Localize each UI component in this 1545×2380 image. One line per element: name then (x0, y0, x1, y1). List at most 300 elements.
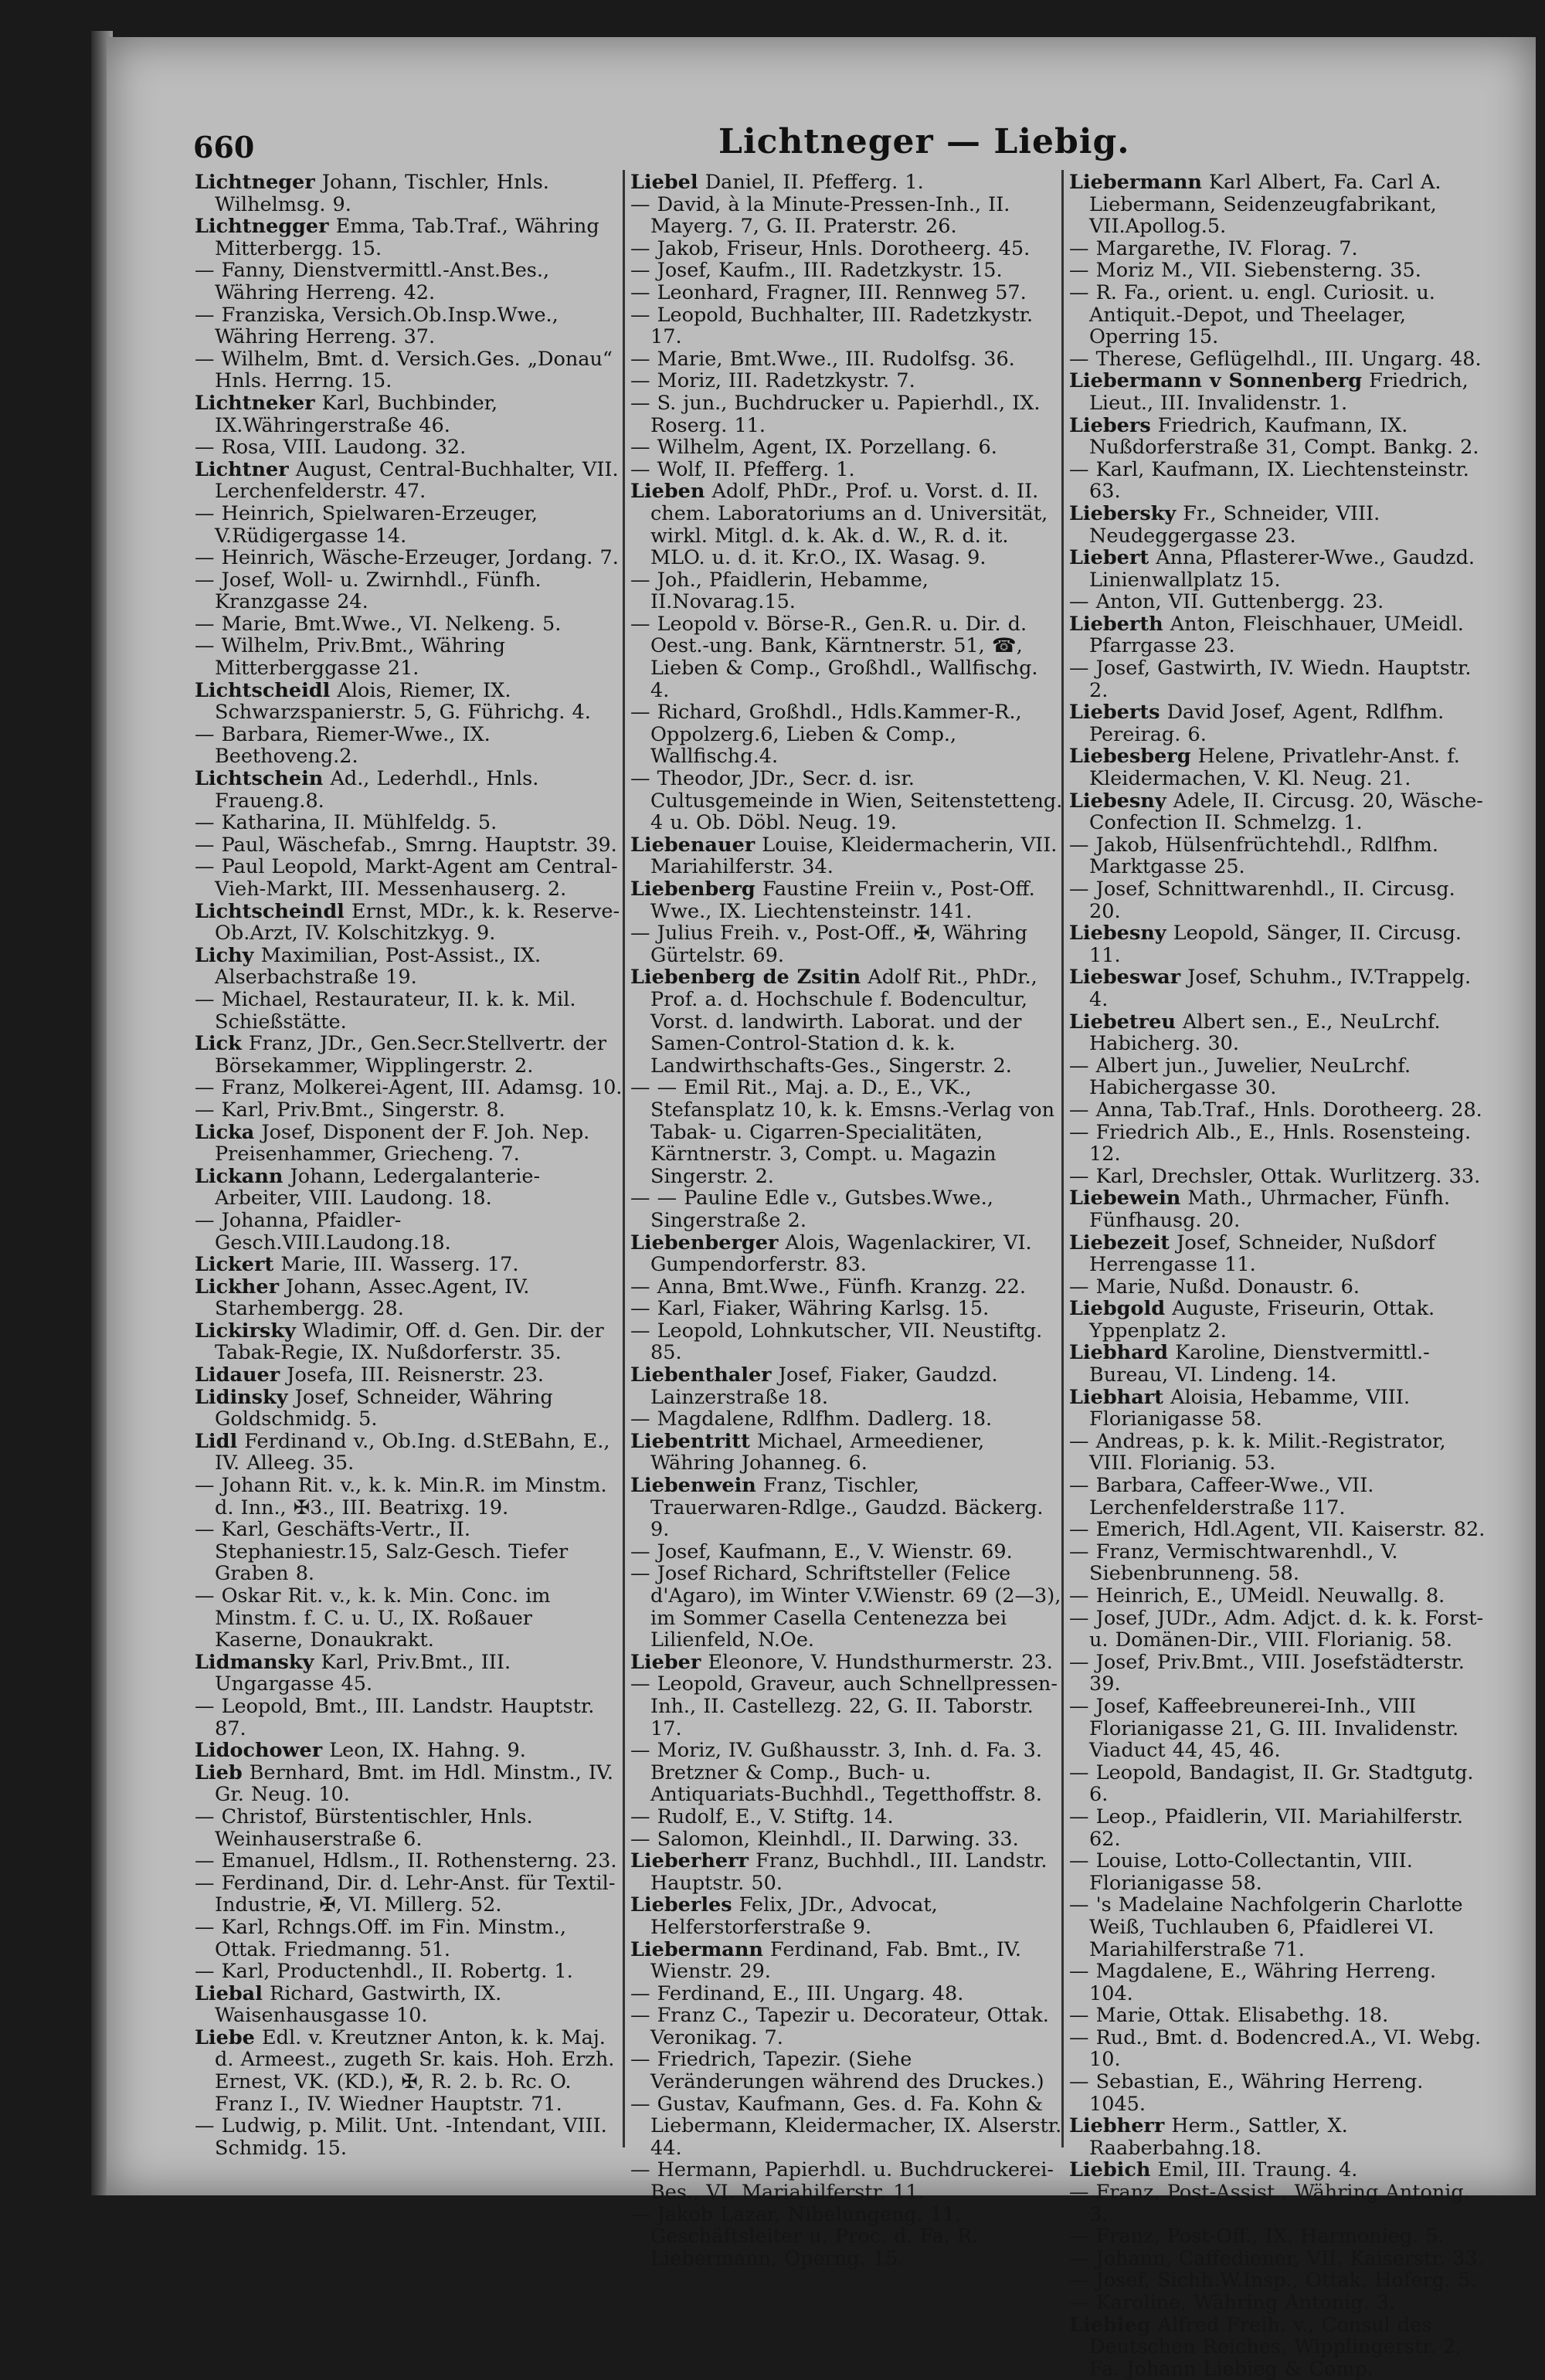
entry-details: — Leopold v. Börse-R., Gen.R. u. Dir. d. Oest.-ung. Bank, Kärntnerstr. 51, ☎, Lieben & Comp., Großhdl., Wallfischg. 4. (630, 613, 1038, 702)
entry-details: — Richard, Großhdl., Hdls.Kammer-R., Oppolzerg.6, Lieben & Comp., Wallfischg.4. (630, 701, 1022, 769)
entry-details: — Johann, Caffediener, VII. Kaiserstr. 33. (1069, 2247, 1484, 2270)
entry-details: Helene, Privatlehr-Anst. f. Kleidermachen, V. Kl. Neug. 21. (1089, 745, 1460, 790)
entry-surname: Liebenauer (630, 834, 756, 857)
directory-entry (630, 1408, 1063, 1431)
page-number: 660 (193, 130, 255, 165)
directory-entry (1069, 348, 1486, 371)
entry-details: Edl. v. Kreutzner Anton, k. k. Maj. d. Armeest., zugeth Sr. kais. Hoh. Erzh. Ernest, VK. (KD.), ✠, R. 2. b. Rc. O. Franz I., IV. Wiedner Hauptstr. 71. (215, 2026, 615, 2116)
entry-details: — Josef, Kaufmann, E., V. Wienstr. 69. (630, 1540, 1013, 1563)
directory-entry (195, 1254, 627, 1276)
entry-details: Felix, JDr., Advocat, Helferstorferstraße 9. (650, 1894, 938, 1939)
directory-entry (630, 1320, 1063, 1364)
entry-details: — Julius Freih. v., Post-Off., ✠, Währing Gürtelstr. 69. (630, 922, 1027, 967)
directory-entry (195, 171, 627, 216)
directory-entry (1069, 1298, 1486, 1342)
directory-entry (195, 547, 627, 569)
entry-details: — Margarethe, IV. Florag. 7. (1069, 237, 1358, 260)
directory-entry (1069, 1762, 1486, 1806)
entry-details: — Johanna, Pfaidler-Gesch.VIII.Laudong.18. (195, 1209, 451, 1255)
directory-entry (1069, 1608, 1486, 1652)
entry-surname: Liebenberg (630, 878, 756, 901)
directory-entry (195, 1210, 627, 1254)
entry-details: — Gustav, Kaufmann, Ges. d. Fa. Kohn & Liebermann, Kleidermacher, IX. Alserstr. 44. (630, 2093, 1062, 2160)
entry-details: Wladimir, Off. d. Gen. Dir. der Tabak-Regie, IX. Nußdorferstr. 35. (215, 1319, 604, 1365)
entry-details: — Sebastian, E., Währing Herreng. 1045. (1069, 2071, 1424, 2116)
entry-details: — Josef, Priv.Bmt., VIII. Josefstädterstr. 39. (1069, 1651, 1465, 1696)
entry-surname: Lieber (630, 1651, 701, 1674)
entry-details: — Marie, Bmt.Wwe., III. Rudolfsg. 36. (630, 348, 1015, 371)
directory-column-1 (195, 171, 627, 2159)
entry-details: Friedrich, Lieut., III. Invalidenstr. 1. (1089, 370, 1469, 415)
entry-details: Auguste, Friseurin, Ottak. Yppenplatz 2. (1089, 1298, 1435, 1343)
directory-entry (1069, 171, 1486, 238)
directory-entry (630, 238, 1063, 260)
directory-entry (1069, 2071, 1486, 2115)
directory-entry (630, 2049, 1063, 2093)
entry-surname: Lieberth (1069, 613, 1163, 636)
entry-details: — Andreas, p. k. k. Milit.-Registrator, VIII. Florianig. 53. (1069, 1430, 1446, 1475)
entry-details: Richard, Gastwirth, IX. Waisenhausgasse 10. (215, 1982, 502, 2027)
directory-entry (1069, 657, 1486, 701)
entry-surname: Liebersky (1069, 502, 1177, 525)
directory-entry (1069, 260, 1486, 282)
entry-details: — Christof, Bürstentischler, Hnls. Weinhauserstraße 6. (195, 1805, 533, 1851)
entry-details: — 's Madelaine Nachfolgerin Charlotte Weiß, Tuchlauben 6, Pfaidlerei VI. Mariahilferstraße 71. (1069, 1894, 1463, 1961)
entry-details: — Barbara, Riemer-Wwe., IX. Beethoveng.2. (195, 723, 491, 769)
entry-details: Leopold, Sänger, II. Circusg. 11. (1089, 922, 1462, 967)
directory-column-3 (1069, 171, 1486, 2380)
directory-entry (630, 1740, 1063, 1806)
directory-entry (1069, 1387, 1486, 1431)
directory-entry (1069, 370, 1486, 414)
directory-entry (1069, 966, 1486, 1010)
entry-surname: Liebesny (1069, 789, 1166, 813)
entry-surname: Liebel (630, 171, 698, 194)
directory-entry (630, 2204, 1063, 2270)
entry-details: — Karl, Geschäfts-Vertr., II. Stephaniestr.15, Salz-Gesch. Tiefer Graben 8. (195, 1519, 569, 1585)
entry-surname: Lieb (195, 1761, 243, 1784)
entry-details: — Ferdinand, E., III. Ungarg. 48. (630, 1982, 964, 2005)
entry-details: — Emerich, Hdl.Agent, VII. Kaiserstr. 82. (1069, 1519, 1486, 1541)
entry-details: — Magdalene, Rdlfhm. Dadlerg. 18. (630, 1408, 993, 1431)
directory-entry (1069, 459, 1486, 503)
entry-surname: Lichtscheidl (195, 679, 331, 702)
directory-entry (630, 436, 1063, 459)
entry-surname: Liebenwein (630, 1475, 756, 1498)
directory-entry (1069, 1099, 1486, 1122)
entry-details: — Leopold, Buchhalter, III. Radetzkystr. 17. (630, 304, 1034, 348)
directory-entry (630, 1187, 1063, 1231)
directory-entry (195, 1320, 627, 1364)
entry-details: Albert sen., E., NeuLrchf. Habicherg. 30. (1089, 1010, 1441, 1055)
directory-entry (195, 1740, 627, 1762)
entry-details: Adele, II. Circusg. 20, Wäsche-Confection II. Schmelzg. 1. (1089, 789, 1483, 834)
entry-details: — Rud., Bmt. d. Bodencred.A., VI. Webg. 10. (1069, 2026, 1482, 2072)
entry-details: Karl Albert, Fa. Carl A. Liebermann, Seidenzeugfabrikant, VII.Apollog.5. (1089, 171, 1441, 238)
entry-details: Math., Uhrmacher, Fünfh. Fünfhausg. 20. (1089, 1187, 1451, 1232)
entry-details: — David, à la Minute-Pressen-Inh., II. Mayerg. 7, G. II. Praterstr. 26. (630, 193, 1010, 238)
directory-entry (1069, 1232, 1486, 1276)
entry-details: — Leopold, Bmt., III. Landstr. Hauptstr. 87. (195, 1695, 595, 1740)
directory-entry (1069, 1431, 1486, 1475)
directory-entry (1069, 2292, 1486, 2314)
entry-details: Friedrich, Kaufmann, IX. Nußdorferstraße 31, Compt. Bankg. 2. (1089, 414, 1479, 459)
entry-surname: Lichtneker (195, 392, 315, 415)
entry-surname: Lichy (195, 944, 254, 967)
directory-entry (1069, 1187, 1486, 1231)
entry-details: — Moriz, IV. Gußhausstr. 3, Inh. d. Fa. 3. Bretzner & Comp., Buch- u. Antiquariats-Buchhdl., Tegetthoffstr. 8. (630, 1740, 1043, 1806)
directory-entry (1069, 415, 1486, 459)
directory-entry (1069, 591, 1486, 613)
entry-details: — Karoline, Währing Antonig. 3. (1069, 2292, 1396, 2314)
directory-entry (1069, 503, 1486, 547)
entry-surname: Lichtner (195, 458, 289, 481)
entry-details: — Salomon, Kleinhdl., II. Darwing. 33. (630, 1828, 1019, 1851)
directory-entry (1069, 745, 1486, 789)
directory-entry (1069, 1519, 1486, 1541)
directory-entry (630, 1983, 1063, 2005)
directory-entry (1069, 1806, 1486, 1850)
directory-entry (195, 1099, 627, 1122)
entry-details: — Josef, Kaufm., III. Radetzkystr. 15. (630, 260, 1003, 282)
entry-details: — Marie, Nußd. Donaustr. 6. (1069, 1275, 1360, 1299)
directory-entry (195, 304, 627, 348)
entry-surname: Lichtscheindl (195, 900, 345, 923)
directory-entry (1069, 1276, 1486, 1299)
directory-entry (630, 1894, 1063, 1938)
entry-details: Emil, III. Traung. 4. (1150, 2159, 1358, 2182)
entry-details: — Ludwig, p. Milit. Unt. -Intendant, VIII. Schmidg. 15. (195, 2115, 607, 2160)
directory-entry (1069, 2181, 1486, 2226)
entry-details: Adolf, PhDr., Prof. u. Vorst. d. II. chem. Laboratoriums an d. Universität, wirkl. Mitgl. d. k. Ak. d. W., R. d. it. MLO. u. d. it. Kr.O., IX. Wasag. 9. (650, 480, 1048, 569)
directory-entry (195, 1585, 627, 1652)
entry-details: — Karl, Fiaker, Währing Karlsg. 15. (630, 1298, 990, 1320)
entry-details: — Heinrich, E., UMeidl. Neuwallg. 8. (1069, 1585, 1445, 1608)
directory-entry (195, 1961, 627, 1983)
directory-entry (195, 348, 627, 392)
directory-entry (630, 459, 1063, 481)
entry-details: Alois, Wagenlackirer, VI. Gumpendorferstr. 83. (650, 1231, 1032, 1276)
entry-surname: Liebermann (630, 1938, 763, 1961)
entry-details: — Jakob, Friseur, Hnls. Dorotheerg. 45. (630, 237, 1031, 260)
entry-surname: Liebhart (1069, 1386, 1163, 1409)
directory-entry (1069, 238, 1486, 260)
entry-details: — Karl, Productenhdl., II. Robertg. 1. (195, 1961, 573, 1983)
directory-entry (1069, 282, 1486, 348)
directory-entry (630, 171, 1063, 194)
entry-details: Maximilian, Post-Assist., IX. Alserbachstraße 19. (215, 944, 542, 989)
directory-entry (195, 635, 627, 679)
entry-surname: Liebhard (1069, 1342, 1168, 1365)
directory-entry (195, 2027, 627, 2115)
directory-entry (630, 1276, 1063, 1299)
entry-details: — Paul Leopold, Markt-Agent am Central-Vieh-Markt, III. Messenhauserg. 2. (195, 856, 618, 901)
entry-details: — Josef, Kaffeebreunerei-Inh., VIII Florianigasse 21, G. III. Invalidenstr. Viaduct 44, 45, 46. (1069, 1695, 1459, 1762)
directory-entry (195, 1387, 627, 1431)
entry-surname: Lick (195, 1033, 242, 1056)
entry-surname: Lidauer (195, 1364, 280, 1387)
entry-surname: Lickert (195, 1254, 274, 1276)
directory-entry (195, 945, 627, 989)
entry-details: Michael, Armeediener, Währing Johanneg. 6. (650, 1430, 985, 1475)
directory-entry (195, 1850, 627, 1872)
entry-surname: Liebenthaler (630, 1364, 772, 1387)
directory-entry (630, 1563, 1063, 1651)
directory-entry (1069, 1055, 1486, 1099)
entry-details: Ernst, MDr., k. k. Reserve-Ob.Arzt, IV. Kolschitzkyg. 9. (215, 900, 620, 945)
directory-entry (1069, 790, 1486, 834)
entry-surname: Lichtnegger (195, 216, 329, 239)
entry-details: Johann, Assec.Agent, IV. Starhembergg. 28. (215, 1275, 530, 1320)
entry-details: Bernhard, Bmt. im Hdl. Minstm., IV. Gr. Neug. 10. (215, 1761, 613, 1806)
entry-surname: Liebieg (1069, 2314, 1151, 2337)
entry-details: — Josef, Woll- u. Zwirnhdl., Fünfh. Kranzgasse 24. (195, 569, 542, 613)
directory-entry (1069, 1541, 1486, 1585)
directory-entry (1069, 1894, 1486, 1961)
directory-entry (1069, 2248, 1486, 2270)
entry-surname: Liebewein (1069, 1187, 1181, 1210)
entry-surname: Liebeswar (1069, 966, 1181, 990)
entry-details: — Paul, Wäschefab., Smrng. Hauptstr. 39. (195, 834, 617, 857)
entry-details: Daniel, II. Pfefferg. 1. (698, 171, 924, 194)
directory-entry (630, 768, 1063, 834)
entry-surname: Lichtschein (195, 768, 324, 791)
directory-entry (630, 1673, 1063, 1740)
entry-details: — Karl, Drechsler, Ottak. Wurlitzerg. 33. (1069, 1165, 1481, 1188)
directory-entry (195, 1872, 627, 1917)
directory-entry (195, 459, 627, 503)
entry-surname: Liebetreu (1069, 1010, 1176, 1034)
directory-entry (1069, 2314, 1486, 2380)
entry-surname: Lichtneger (195, 171, 315, 194)
directory-entry (630, 480, 1063, 569)
entry-details: Alfred Freih. v., Consul des Deutschen Reiches, Wipplingerstr. 2, Fa. Johann Liebieg & Comp. (1089, 2314, 1462, 2380)
directory-entry (195, 569, 627, 613)
directory-entry (195, 1652, 627, 1696)
entry-details: — Franziska, Versich.Ob.Insp.Wwe., Währing Herreng. 37. (195, 304, 559, 348)
entry-surname: Lieberles (630, 1894, 732, 1917)
directory-entry (630, 1364, 1063, 1408)
directory-entry (195, 1917, 627, 1961)
entry-details: — Wilhelm, Bmt. d. Versich.Ges. „Donau“ Hnls. Herrng. 15. (195, 348, 613, 392)
entry-details: Anna, Pflasterer-Wwe., Gaudzd. Linienwallplatz 15. (1089, 547, 1475, 592)
entry-details: Karoline, Dienstvermittl.-Bureau, VI. Lindeng. 14. (1089, 1342, 1430, 1387)
entry-surname: Lickirsky (195, 1319, 296, 1343)
entry-surname: Lidl (195, 1430, 238, 1453)
entry-details: — Karl, Priv.Bmt., Singerstr. 8. (195, 1098, 505, 1122)
directory-entry (195, 216, 627, 260)
entry-details: — Franz, Vermischtwarenhdl., V. Siebenbrunneng. 58. (1069, 1540, 1398, 1585)
entry-details: — Joh., Pfaidlerin, Hebamme, II.Novarag.15. (630, 569, 929, 613)
directory-entry (195, 613, 627, 636)
entry-details: Franz, Buchhdl., III. Landstr. Hauptstr. 50. (650, 1850, 1048, 1895)
entry-details: Josef, Schneider, Währing Goldschmidg. 5. (215, 1386, 553, 1431)
entry-details: — Franz, Molkerei-Agent, III. Adamsg. 10. (195, 1077, 623, 1099)
entry-details: Ad., Lederhdl., Hnls. Fraueng.8. (215, 768, 539, 813)
entry-details: — Leopold, Bandagist, II. Gr. Stadtgutg. 6. (1069, 1761, 1474, 1806)
entry-details: — Michael, Restaurateur, II. k. k. Mil. Schießstätte. (195, 988, 576, 1034)
directory-entry (630, 1232, 1063, 1276)
entry-surname: Lidochower (195, 1740, 323, 1762)
directory-entry (1069, 1850, 1486, 1894)
directory-entry (195, 1431, 627, 1475)
directory-entry (195, 812, 627, 834)
directory-entry (1069, 1166, 1486, 1188)
directory-entry (195, 260, 627, 304)
directory-entry (195, 1475, 627, 1519)
directory-entry (195, 1696, 627, 1740)
directory-entry (1069, 1585, 1486, 1608)
entry-details: Marie, III. Wasserg. 17. (273, 1254, 519, 1276)
entry-details: — Wilhelm, Agent, IX. Porzellang. 6. (630, 436, 997, 459)
entry-details: — Josef, Gastwirth, IV. Wiedn. Hauptstr. 2. (1069, 657, 1472, 702)
directory-entry (1069, 701, 1486, 745)
directory-entry (630, 348, 1063, 371)
directory-entry (195, 1364, 627, 1387)
entry-details: — Josef, Sichh.W.Insp., Ottak. Hoferg. 5. (1069, 2270, 1477, 2292)
directory-entry (195, 1983, 627, 2027)
directory-entry (630, 613, 1063, 701)
entry-surname: Lieben (630, 480, 705, 504)
directory-entry (1069, 2115, 1486, 2159)
entry-details: — Louise, Lotto-Collectantin, VIII. Florianigasse 58. (1069, 1850, 1413, 1895)
entry-details: Emma, Tab.Traf., Währing Mitterbergg. 15. (215, 216, 599, 260)
entry-details: — Franz, Post-Assist., Währing Antonig. 3. (1069, 2181, 1470, 2226)
entry-surname: Liebesny (1069, 922, 1166, 946)
entry-details: — Rudolf, E., V. Stiftg. 14. (630, 1805, 894, 1828)
directory-entry (195, 856, 627, 900)
entry-surname: Lieberherr (630, 1850, 749, 1873)
entry-details: — Wolf, II. Pfefferg. 1. (630, 458, 855, 481)
entry-details: Josef, Schuhm., IV.Trappelg. 4. (1089, 966, 1472, 1011)
entry-details: Alois, Riemer, IX. Schwarzspanierstr. 5, G. Führichg. 4. (215, 679, 591, 724)
directory-entry (1069, 1122, 1486, 1166)
directory-entry (630, 2093, 1063, 2160)
directory-entry (630, 1298, 1063, 1320)
entry-details: — Josef, JUDr., Adm. Adjct. d. k. k. Forst- u. Domänen-Dir., VIII. Florianig. 58. (1069, 1607, 1484, 1652)
entry-details: — Katharina, II. Mühlfeldg. 5. (195, 812, 497, 834)
entry-details: Leon, IX. Hahng. 9. (322, 1740, 526, 1762)
entry-details: — Franz C., Tapezir u. Decorateur, Ottak. Veronikag. 7. (630, 2005, 1049, 2049)
entry-details: — Leopold, Graveur, auch Schnellpressen-Inh., II. Castellezg. 22, G. II. Taborstr. 17. (630, 1673, 1058, 1740)
directory-entry (195, 1806, 627, 1850)
running-head: Lichtneger — Liebig. (718, 122, 1130, 161)
entry-details: Fr., Schneider, VIII. Neudeggergasse 23. (1089, 502, 1380, 548)
entry-details: — Heinrich, Spielwaren-Erzeuger, V.Rüdigergasse 14. (195, 502, 538, 548)
entry-details: — Ferdinand, Dir. d. Lehr-Anst. für Textil-Industrie, ✠, VI. Millerg. 52. (195, 1872, 616, 1917)
directory-entry (1069, 613, 1486, 657)
entry-details: — Moriz, III. Radetzkystr. 7. (630, 370, 915, 392)
directory-entry (630, 2005, 1063, 2049)
entry-details: — R. Fa., orient. u. engl. Curiosit. u. Antiquit.-Depot, und Theelager, Operring 15. (1069, 281, 1435, 348)
directory-entry (630, 370, 1063, 392)
directory-entry (1069, 2027, 1486, 2071)
directory-entry (630, 966, 1063, 1077)
entry-details: — Leop., Pfaidlerin, VII. Mariahilferstr. 62. (1069, 1805, 1464, 1851)
entry-details: Josef, Schneider, Nußdorf Herrengasse 11. (1089, 1231, 1435, 1276)
directory-entry (195, 1033, 627, 1077)
directory-entry (195, 503, 627, 547)
entry-details: — Josef Richard, Schriftsteller (Felice d'Agaro), im Winter V.Wienstr. 69 (2—3), im Sommer Casella Centenezza bei Lilienfeld, N.Oe. (630, 1563, 1061, 1652)
directory-entry (630, 1541, 1063, 1563)
directory-entry (630, 392, 1063, 436)
directory-entry (195, 1519, 627, 1585)
entry-details: — Jakob, Hülsenfrüchtehdl., Rdlfhm. Marktgasse 25. (1069, 834, 1438, 878)
entry-details: — S. jun., Buchdrucker u. Papierhdl., IX. Roserg. 11. (630, 392, 1041, 437)
entry-surname: Liebe (195, 2026, 255, 2049)
entry-details: Anton, Fleischhauer, UMeidl. Pfarrgasse 23. (1089, 613, 1464, 658)
directory-entry (195, 2115, 627, 2159)
directory-entry (1069, 2005, 1486, 2027)
entry-surname: Liebgold (1069, 1298, 1166, 1321)
entry-surname: Liebezeit (1069, 1231, 1170, 1255)
entry-details: — Theodor, JDr., Secr. d. isr. Cultusgemeinde in Wien, Seitenstetteng. 4 u. Ob. Döbl. Neug. 19. (630, 768, 1063, 834)
entry-details: Herm., Sattler, X. Raaberbahng.18. (1089, 2115, 1348, 2160)
entry-details: Ferdinand v., Ob.Ing. d.StEBahn, E., IV. Alleeg. 35. (215, 1430, 610, 1475)
entry-details: Louise, Kleidermacherin, VII. Mariahilferstr. 34. (650, 834, 1058, 878)
directory-entry (195, 1276, 627, 1320)
directory-entry (195, 436, 627, 459)
entry-surname: Lidinsky (195, 1386, 288, 1409)
entry-details: — Karl, Rchngs.Off. im Fin. Minstm., Ottak. Friedmanng. 51. (195, 1916, 566, 1961)
entry-details: Karl, Priv.Bmt., III. Ungargasse 45. (215, 1651, 511, 1696)
entry-details: Josef, Disponent der F. Joh. Nep. Preisenhammer, Griecheng. 7. (215, 1121, 590, 1166)
entry-details: — Josef, Schnittwarenhdl., II. Circusg. 20. (1069, 878, 1455, 923)
entry-details: — Therese, Geflügelhdl., III. Ungarg. 48. (1069, 348, 1482, 371)
entry-surname: Liebermann v Sonnenberg (1069, 370, 1363, 393)
directory-entry (195, 680, 627, 724)
directory-entry (630, 1939, 1063, 1983)
directory-entry (630, 260, 1063, 282)
entry-details: Faustine Freiin v., Post-Off. Wwe., IX. Liechtensteinstr. 141. (650, 878, 1035, 923)
directory-entry (1069, 2159, 1486, 2181)
entry-details: — Rosa, VIII. Laudong. 32. (195, 436, 467, 459)
directory-entry (630, 922, 1063, 966)
entry-surname: Lickann (195, 1165, 284, 1188)
directory-entry (1069, 1011, 1486, 1055)
entry-details: — Oskar Rit. v., k. k. Min. Conc. im Minstm. f. C. u. U., IX. Roßauer Kaserne, Donaukrakt. (195, 1585, 551, 1652)
directory-column-2 (630, 171, 1063, 2270)
directory-entry (1069, 878, 1486, 922)
entry-details: — Magdalene, E., Währing Herreng. 104. (1069, 1961, 1437, 2005)
entry-surname: Liebherr (1069, 2115, 1165, 2138)
entry-details: August, Central-Buchhalter, VII. Lerchenfelderstr. 47. (215, 458, 619, 503)
directory-entry (1069, 1475, 1486, 1519)
directory-entry (1069, 834, 1486, 878)
directory-entry (195, 989, 627, 1033)
entry-surname: Liebert (1069, 547, 1149, 570)
directory-entry (195, 1762, 627, 1806)
entry-surname: Liebenberg de Zsitin (630, 966, 861, 990)
entry-details: — Friedrich, Tapezir. (Siehe Veränderungen während des Druckes.) (630, 2049, 1044, 2093)
directory-entry (630, 1828, 1063, 1851)
entry-details: — Moriz M., VII. Siebensterng. 35. (1069, 260, 1421, 282)
directory-entry (630, 304, 1063, 348)
entry-details: Franz, JDr., Gen.Secr.Stellvertr. der Börsekammer, Wipplingerstr. 2. (215, 1033, 607, 1078)
entry-details: Josef, Fiaker, Gaudzd. Lainzerstraße 18. (650, 1364, 998, 1409)
directory-entry (630, 1431, 1063, 1475)
entry-details: Johann, Ledergalanterie-Arbeiter, VIII. Laudong. 18. (215, 1165, 541, 1210)
entry-details: Eleonore, V. Hundsthurmerstr. 23. (701, 1651, 1053, 1674)
directory-entry (630, 569, 1063, 613)
directory-entry (630, 1850, 1063, 1894)
directory-entry (1069, 2270, 1486, 2292)
entry-details: — Franz, Post-Off., IX. Harmonieg. 5. (1069, 2226, 1445, 2248)
entry-details: — Marie, Bmt.Wwe., VI. Nelkeng. 5. (195, 613, 562, 636)
directory-entry (195, 392, 627, 436)
entry-details: Aloisia, Hebamme, VIII. Florianigasse 58. (1089, 1386, 1411, 1431)
entry-surname: Liebich (1069, 2159, 1151, 2182)
